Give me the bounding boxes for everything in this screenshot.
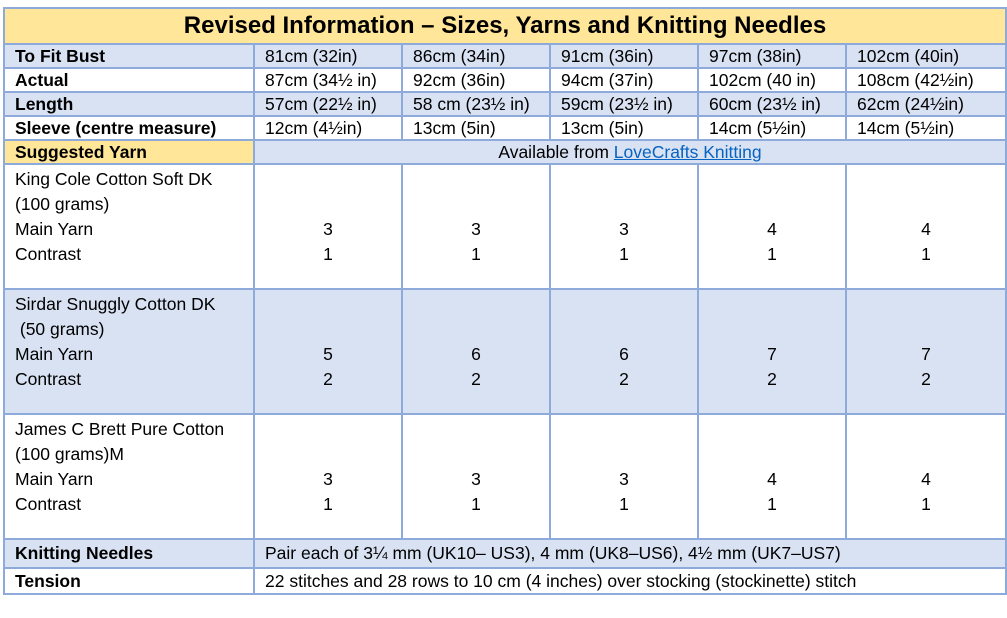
- contrast-qty: 2: [921, 369, 931, 389]
- suggested-yarn-row: [4, 140, 1006, 164]
- yarn-name-cell: [4, 289, 254, 414]
- availability-prefix: Available from: [498, 141, 614, 162]
- yarn-weight: (50 grams): [15, 319, 105, 339]
- main-qty: 3: [471, 469, 481, 489]
- contrast-qty: 1: [323, 494, 333, 514]
- yarn-qty-cell: [846, 414, 1006, 539]
- contrast-qty: 1: [323, 244, 333, 264]
- row-label: Actual: [4, 68, 254, 92]
- yarn-qty-cell: [402, 414, 550, 539]
- main-qty: 7: [767, 344, 777, 364]
- size-cell: 81cm (32in): [254, 44, 402, 68]
- main-qty: 3: [471, 219, 481, 239]
- main-qty: 3: [323, 219, 333, 239]
- tension-label: Tension: [4, 568, 254, 594]
- yarn-row-king-cole: [4, 164, 1006, 289]
- lovecrafts-link[interactable]: LoveCrafts Knitting: [613, 141, 762, 162]
- contrast-qty: 1: [767, 244, 777, 264]
- availability-note: [254, 140, 1006, 164]
- yarn-qty-cell: [254, 164, 402, 289]
- yarn-qty-cell: [698, 414, 846, 539]
- size-cell: 87cm (34½ in): [254, 68, 402, 92]
- row-label: Length: [4, 92, 254, 116]
- needles-label: Knitting Needles: [4, 539, 254, 568]
- tension-row: [4, 568, 1006, 594]
- main-qty: 4: [921, 219, 931, 239]
- yarn-qty-cell: [550, 164, 698, 289]
- contrast-qty: 2: [323, 369, 333, 389]
- suggested-yarn-label: Suggested Yarn: [4, 140, 254, 164]
- yarn-row-james-c-brett: [4, 414, 1006, 539]
- yarn-qty-cell: [698, 289, 846, 414]
- yarn-name: King Cole Cotton Soft DK: [15, 169, 213, 189]
- yarn-name-cell: [4, 164, 254, 289]
- needles-value: Pair each of 3¼ mm (UK10– US3), 4 mm (UK8–US6), 4½ mm (UK7–US7): [254, 539, 1006, 568]
- size-cell: 14cm (5½in): [846, 116, 1006, 140]
- main-qty: 3: [619, 469, 629, 489]
- yarn-qty-cell: [846, 289, 1006, 414]
- size-cell: 102cm (40 in): [698, 68, 846, 92]
- contrast-qty: 1: [921, 244, 931, 264]
- size-cell: 108cm (42½in): [846, 68, 1006, 92]
- size-cell: 62cm (24½in): [846, 92, 1006, 116]
- main-qty: 6: [619, 344, 629, 364]
- size-cell: 86cm (34in): [402, 44, 550, 68]
- main-yarn-label: Main Yarn: [15, 469, 94, 489]
- yarn-name: Sirdar Snuggly Cotton DK: [15, 294, 216, 314]
- measurement-row-actual: [4, 68, 1006, 92]
- size-cell: 102cm (40in): [846, 44, 1006, 68]
- main-yarn-label: Main Yarn: [15, 219, 94, 239]
- yarn-weight: (100 grams)M: [15, 444, 124, 464]
- contrast-qty: 1: [471, 244, 481, 264]
- contrast-qty: 1: [619, 244, 629, 264]
- yarn-name-cell: [4, 414, 254, 539]
- yarn-weight: (100 grams): [15, 194, 110, 214]
- measurement-row-sleeve: [4, 116, 1006, 140]
- size-cell: 13cm (5in): [550, 116, 698, 140]
- size-cell: 14cm (5½in): [698, 116, 846, 140]
- contrast-qty: 1: [921, 494, 931, 514]
- main-qty: 7: [921, 344, 931, 364]
- size-cell: 13cm (5in): [402, 116, 550, 140]
- main-yarn-label: Main Yarn: [15, 344, 94, 364]
- size-cell: 94cm (37in): [550, 68, 698, 92]
- size-cell: 92cm (36in): [402, 68, 550, 92]
- contrast-label: Contrast: [15, 494, 82, 514]
- needles-row: [4, 539, 1006, 568]
- yarn-qty-cell: [550, 414, 698, 539]
- yarn-qty-cell: [402, 289, 550, 414]
- tension-value: 22 stitches and 28 rows to 10 cm (4 inches) over stocking (stockinette) stitch: [254, 568, 1006, 594]
- size-cell: 58 cm (23½ in): [402, 92, 550, 116]
- measurement-row-length: [4, 92, 1006, 116]
- contrast-qty: 1: [767, 494, 777, 514]
- yarn-qty-cell: [254, 414, 402, 539]
- yarn-row-sirdar: [4, 289, 1006, 414]
- main-qty: 6: [471, 344, 481, 364]
- size-cell: 57cm (22½ in): [254, 92, 402, 116]
- sizes-yarns-needles-table: [3, 7, 1007, 595]
- contrast-qty: 2: [471, 369, 481, 389]
- yarn-qty-cell: [698, 164, 846, 289]
- size-cell: 97cm (38in): [698, 44, 846, 68]
- table-title: Revised Information – Sizes, Yarns and Knitting Needles: [4, 8, 1006, 44]
- main-qty: 5: [323, 344, 333, 364]
- main-qty: 4: [767, 469, 777, 489]
- row-label: Sleeve (centre measure): [4, 116, 254, 140]
- yarn-qty-cell: [402, 164, 550, 289]
- yarn-qty-cell: [550, 289, 698, 414]
- contrast-qty: 1: [619, 494, 629, 514]
- contrast-qty: 2: [767, 369, 777, 389]
- size-cell: 60cm (23½ in): [698, 92, 846, 116]
- contrast-label: Contrast: [15, 369, 82, 389]
- main-qty: 3: [323, 469, 333, 489]
- contrast-qty: 2: [619, 369, 629, 389]
- size-cell: 12cm (4½in): [254, 116, 402, 140]
- main-qty: 4: [767, 219, 777, 239]
- yarn-qty-cell: [254, 289, 402, 414]
- main-qty: 4: [921, 469, 931, 489]
- size-cell: 59cm (23½ in): [550, 92, 698, 116]
- contrast-qty: 1: [471, 494, 481, 514]
- yarn-qty-cell: [846, 164, 1006, 289]
- size-cell: 91cm (36in): [550, 44, 698, 68]
- contrast-label: Contrast: [15, 244, 82, 264]
- measurement-row-bust: [4, 44, 1006, 68]
- main-qty: 3: [619, 219, 629, 239]
- row-label: To Fit Bust: [4, 44, 254, 68]
- yarn-name: James C Brett Pure Cotton: [15, 419, 225, 439]
